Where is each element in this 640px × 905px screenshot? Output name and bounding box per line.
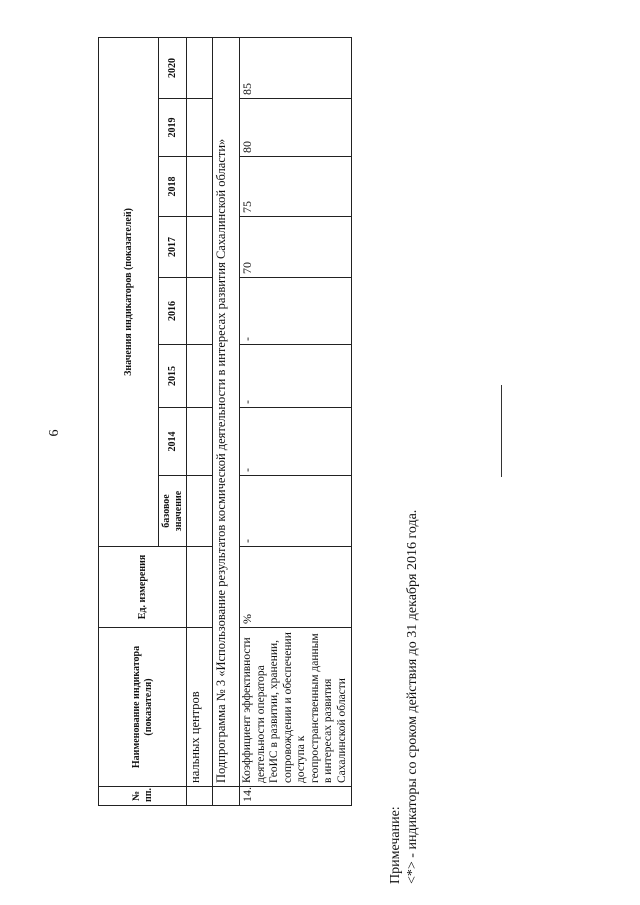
header-unit: Ед. измерения — [99, 547, 187, 628]
header-year-2019: 2019 — [159, 99, 187, 157]
cell-empty — [187, 547, 213, 628]
indicators-table — [98, 37, 352, 806]
header-indicator-name: Наименование индикатора (показателя) — [99, 628, 187, 787]
header-year-2016: 2016 — [159, 278, 187, 345]
header-year-2018: 2018 — [159, 157, 187, 217]
value-2017: 70 — [240, 217, 352, 278]
indicator-name: Коэффициент эффективности деятельности оператора ГеоИС в развитии, хранении, сопровождении и обеспечении доступа к геопространственным данным в интересах развития Сахалинской области — [240, 628, 352, 787]
value-2019: 80 — [240, 99, 352, 157]
value-2015: - — [240, 345, 352, 408]
cell-continuation-text: нальных центров — [187, 628, 213, 787]
cell-empty — [187, 408, 213, 476]
header-num: № пп. — [99, 787, 187, 806]
value-2016: - — [240, 278, 352, 345]
cell-empty — [187, 476, 213, 547]
indicator-unit: % — [240, 547, 352, 628]
table-row-continuation — [187, 37, 213, 805]
subprogram-title: Подпрограмма № 3 «Использование результатов космической деятельности в интересах развития Сахалинской области» — [213, 37, 240, 786]
indicators-table-wrapper — [98, 38, 350, 806]
cell-empty — [187, 278, 213, 345]
header-year-2017: 2017 — [159, 217, 187, 278]
header-year-2020: 2020 — [159, 37, 187, 98]
header-base-value: базовое значение — [159, 476, 187, 547]
table-row — [240, 37, 352, 805]
cell-empty — [187, 787, 213, 806]
page-number: 6 — [47, 429, 62, 437]
cell-empty — [187, 345, 213, 408]
value-base: - — [240, 476, 352, 547]
cell-empty — [213, 787, 240, 806]
header-year-2014: 2014 — [159, 408, 187, 476]
cell-empty — [187, 157, 213, 217]
cell-empty — [187, 217, 213, 278]
value-2014: - — [240, 408, 352, 476]
value-2020: 85 — [240, 37, 352, 98]
header-year-2015: 2015 — [159, 345, 187, 408]
table-row-subprogram — [213, 37, 240, 805]
value-2018: 75 — [240, 157, 352, 217]
header-values-group: Значения индикаторов (показателей) — [99, 37, 159, 546]
cell-empty — [187, 37, 213, 98]
separator-line — [501, 385, 502, 477]
note-text: <*> - индикаторы со сроком действия до 31 декабря 2016 года. — [405, 509, 420, 884]
note-label: Примечание: — [388, 806, 403, 884]
row-number: 14. — [240, 787, 352, 806]
cell-empty — [187, 99, 213, 157]
